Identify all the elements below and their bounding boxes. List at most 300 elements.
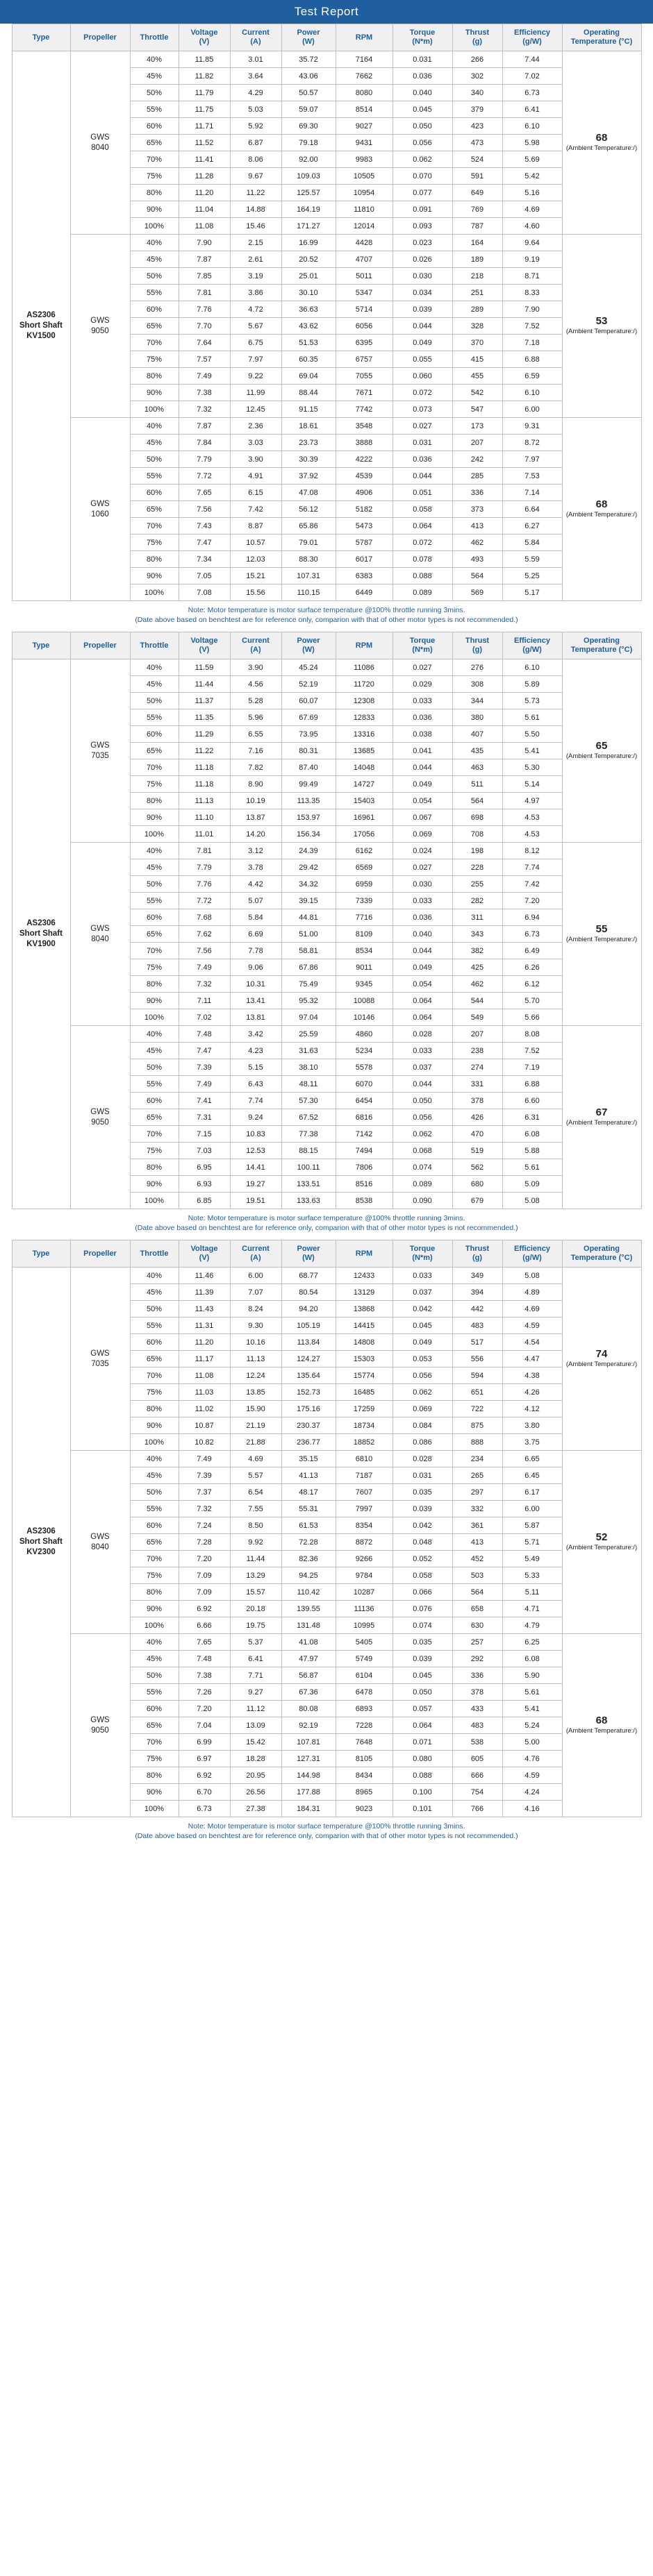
column-header-unit: (A)	[250, 1254, 261, 1262]
data-cell: 4.91	[230, 468, 281, 485]
data-cell: 6.66	[179, 1617, 230, 1634]
data-cell: 15.57	[230, 1584, 281, 1601]
data-cell: 3.64	[230, 68, 281, 85]
data-cell: 79.18	[281, 135, 336, 151]
data-cell: 16961	[336, 809, 392, 826]
data-cell: 67.69	[281, 709, 336, 726]
data-cell: 45%	[130, 859, 179, 876]
data-cell: 483	[452, 1318, 502, 1334]
data-cell: 0.034	[392, 285, 452, 301]
data-cell: 433	[452, 1701, 502, 1717]
data-cell: 177.88	[281, 1784, 336, 1801]
ambient-temperature-note: (Ambient Temperature:/)	[565, 144, 638, 152]
data-cell: 15.90	[230, 1401, 281, 1417]
data-cell: 11.20	[179, 1334, 230, 1351]
data-cell: 5.89	[502, 676, 562, 693]
data-cell: 15774	[336, 1367, 392, 1384]
data-cell: 70%	[130, 1367, 179, 1384]
column-header: Efficiency (g/W)	[502, 1240, 562, 1268]
data-cell: 0.029	[392, 676, 452, 693]
data-cell: 2.36	[230, 418, 281, 435]
data-cell: 0.054	[392, 793, 452, 809]
data-cell: 7.56	[179, 501, 230, 518]
data-cell: 8.24	[230, 1301, 281, 1318]
data-cell: 0.028	[392, 1026, 452, 1043]
data-cell: 7.52	[502, 318, 562, 335]
data-cell: 0.033	[392, 1268, 452, 1284]
data-cell: 7.14	[502, 485, 562, 501]
data-cell: 0.045	[392, 101, 452, 118]
data-cell: 7.76	[179, 301, 230, 318]
data-cell: 708	[452, 826, 502, 843]
data-cell: 7.49	[179, 959, 230, 976]
data-cell: 6.10	[502, 118, 562, 135]
data-cell: 7.64	[179, 335, 230, 351]
data-cell: 0.074	[392, 1617, 452, 1634]
data-cell: 18.61	[281, 418, 336, 435]
data-cell: 4.54	[502, 1334, 562, 1351]
data-cell: 90%	[130, 809, 179, 826]
data-cell: 11.44	[230, 1551, 281, 1567]
data-cell: 5.61	[502, 1684, 562, 1701]
data-cell: 7.87	[179, 418, 230, 435]
data-cell: 65%	[130, 1717, 179, 1734]
data-cell: 11.03	[179, 1384, 230, 1401]
data-cell: 4.69	[230, 1451, 281, 1467]
column-header-unit: Temperature (°C)	[570, 37, 633, 46]
data-cell: 394	[452, 1284, 502, 1301]
table-row	[12, 235, 641, 251]
data-cell: 11136	[336, 1601, 392, 1617]
data-cell: 8354	[336, 1517, 392, 1534]
data-cell: 3.03	[230, 435, 281, 451]
data-cell: 9.31	[502, 418, 562, 435]
data-cell: 6.54	[230, 1484, 281, 1501]
data-cell: 3.90	[230, 451, 281, 468]
data-cell: 7.15	[179, 1126, 230, 1143]
data-cell: 10146	[336, 1009, 392, 1026]
data-cell: 65%	[130, 926, 179, 943]
data-cell: 99.49	[281, 776, 336, 793]
data-cell: 9.27	[230, 1684, 281, 1701]
data-cell: 50%	[130, 693, 179, 709]
data-cell: 679	[452, 1193, 502, 1209]
data-cell: 4.16	[502, 1801, 562, 1817]
data-cell: 7.20	[502, 893, 562, 909]
data-cell: 7.42	[230, 501, 281, 518]
data-cell: 7.85	[179, 268, 230, 285]
data-cell: 0.090	[392, 1193, 452, 1209]
data-cell: 0.093	[392, 218, 452, 235]
data-cell: 9983	[336, 151, 392, 168]
data-cell: 0.026	[392, 251, 452, 268]
propeller-cell: GWS 7035	[70, 659, 130, 843]
data-cell: 90%	[130, 1176, 179, 1193]
data-cell: 10.83	[230, 1126, 281, 1143]
data-cell: 6.75	[230, 335, 281, 351]
data-cell: 18852	[336, 1434, 392, 1451]
data-cell: 5.71	[502, 1534, 562, 1551]
data-cell: 2.61	[230, 251, 281, 268]
data-cell: 302	[452, 68, 502, 85]
data-cell: 0.054	[392, 976, 452, 993]
data-cell: 6.69	[230, 926, 281, 943]
data-cell: 45%	[130, 1043, 179, 1059]
data-cell: 15403	[336, 793, 392, 809]
data-cell: 564	[452, 568, 502, 584]
data-cell: 340	[452, 85, 502, 101]
data-cell: 462	[452, 976, 502, 993]
table-note-line2: (Date above based on benchtest are for reference only, comparion with that of other motor types is not recommended.)	[135, 616, 518, 624]
data-cell: 20.52	[281, 251, 336, 268]
data-cell: 0.037	[392, 1059, 452, 1076]
data-cell: 473	[452, 135, 502, 151]
data-cell: 5.73	[502, 693, 562, 709]
data-cell: 5011	[336, 268, 392, 285]
data-cell: 6.92	[179, 1601, 230, 1617]
data-cell: 88.15	[281, 1143, 336, 1159]
table-note: Note: Motor temperature is motor surface temperature @100% throttle running 3mins. (Date above based on benchtest are for reference only, comparion with that of other motor types is not recommended.)	[12, 601, 641, 632]
data-cell: 15.46	[230, 218, 281, 235]
data-cell: 6383	[336, 568, 392, 584]
data-cell: 658	[452, 1601, 502, 1617]
data-cell: 60%	[130, 485, 179, 501]
data-cell: 11.20	[179, 185, 230, 201]
data-cell: 40%	[130, 51, 179, 68]
data-cell: 556	[452, 1351, 502, 1367]
data-cell: 218	[452, 268, 502, 285]
data-cell: 72.28	[281, 1534, 336, 1551]
data-cell: 378	[452, 1684, 502, 1701]
data-cell: 493	[452, 551, 502, 568]
data-cell: 60%	[130, 909, 179, 926]
data-cell: 5.67	[230, 318, 281, 335]
data-cell: 6.10	[502, 385, 562, 401]
data-cell: 0.066	[392, 1584, 452, 1601]
data-cell: 100%	[130, 218, 179, 235]
data-cell: 0.049	[392, 776, 452, 793]
data-cell: 12.53	[230, 1143, 281, 1159]
data-cell: 13129	[336, 1284, 392, 1301]
data-cell: 97.04	[281, 1009, 336, 1026]
motor-type-cell: AS2306 Short Shaft KV2300	[12, 1268, 70, 1817]
data-cell: 769	[452, 201, 502, 218]
data-cell: 297	[452, 1484, 502, 1501]
data-cell: 73.95	[281, 726, 336, 743]
data-cell: 0.076	[392, 1601, 452, 1617]
data-cell: 7339	[336, 893, 392, 909]
report-block	[0, 24, 653, 632]
data-cell: 0.070	[392, 168, 452, 185]
data-cell: 90%	[130, 1417, 179, 1434]
data-cell: 6.12	[502, 976, 562, 993]
data-cell: 11.22	[230, 185, 281, 201]
data-cell: 94.20	[281, 1301, 336, 1318]
data-cell: 7806	[336, 1159, 392, 1176]
data-cell: 6454	[336, 1093, 392, 1109]
ambient-temperature-note: (Ambient Temperature:/)	[565, 511, 638, 519]
data-cell: 0.057	[392, 1701, 452, 1717]
data-cell: 0.039	[392, 301, 452, 318]
data-cell: 5.57	[230, 1467, 281, 1484]
data-cell: 0.035	[392, 1484, 452, 1501]
data-cell: 0.042	[392, 1301, 452, 1318]
data-cell: 40%	[130, 843, 179, 859]
data-cell: 5787	[336, 534, 392, 551]
data-cell: 0.036	[392, 909, 452, 926]
data-cell: 6056	[336, 318, 392, 335]
data-cell: 5.49	[502, 1551, 562, 1567]
data-cell: 107.31	[281, 568, 336, 584]
data-cell: 5.30	[502, 759, 562, 776]
data-cell: 13.87	[230, 809, 281, 826]
data-cell: 3.78	[230, 859, 281, 876]
data-cell: 13.29	[230, 1567, 281, 1584]
data-cell: 6.60	[502, 1093, 562, 1109]
data-cell: 9345	[336, 976, 392, 993]
data-cell: 43.62	[281, 318, 336, 335]
data-cell: 228	[452, 859, 502, 876]
data-cell: 6.88	[502, 351, 562, 368]
data-cell: 0.027	[392, 859, 452, 876]
data-cell: 0.073	[392, 401, 452, 418]
data-cell: 0.048	[392, 1534, 452, 1551]
data-cell: 380	[452, 709, 502, 726]
table-header-row	[12, 1240, 641, 1268]
data-cell: 7.38	[179, 1667, 230, 1684]
data-cell: 0.049	[392, 1334, 452, 1351]
data-cell: 11.82	[179, 68, 230, 85]
data-cell: 11.85	[179, 51, 230, 68]
temperature-value: 52	[595, 1531, 608, 1543]
data-cell: 48.17	[281, 1484, 336, 1501]
data-cell: 0.091	[392, 201, 452, 218]
ambient-temperature-note: (Ambient Temperature:/)	[565, 1361, 638, 1368]
data-cell: 45%	[130, 1284, 179, 1301]
data-cell: 630	[452, 1617, 502, 1634]
data-cell: 24.39	[281, 843, 336, 859]
data-cell: 12833	[336, 709, 392, 726]
data-cell: 7.81	[179, 843, 230, 859]
data-cell: 7.48	[179, 1026, 230, 1043]
data-cell: 5.50	[502, 726, 562, 743]
data-cell: 0.064	[392, 518, 452, 534]
data-cell: 0.030	[392, 268, 452, 285]
data-cell: 569	[452, 584, 502, 601]
data-cell: 11086	[336, 659, 392, 676]
data-cell: 13.09	[230, 1717, 281, 1734]
data-cell: 6.15	[230, 485, 281, 501]
data-cell: 6.65	[502, 1451, 562, 1467]
data-cell: 9.64	[502, 235, 562, 251]
data-cell: 0.072	[392, 534, 452, 551]
data-cell: 152.73	[281, 1384, 336, 1401]
data-cell: 7.90	[179, 235, 230, 251]
data-cell: 100%	[130, 1617, 179, 1634]
data-cell: 3.19	[230, 268, 281, 285]
column-header-unit: (V)	[199, 37, 210, 46]
data-cell: 9784	[336, 1567, 392, 1584]
data-cell: 7187	[336, 1467, 392, 1484]
data-cell: 0.037	[392, 1284, 452, 1301]
data-cell: 0.033	[392, 893, 452, 909]
data-cell: 6070	[336, 1076, 392, 1093]
data-cell: 4.56	[230, 676, 281, 693]
test-data-table	[12, 24, 642, 601]
data-cell: 13316	[336, 726, 392, 743]
data-cell: 135.64	[281, 1367, 336, 1384]
data-cell: 11.04	[179, 201, 230, 218]
data-cell: 11.39	[179, 1284, 230, 1301]
data-cell: 40%	[130, 1026, 179, 1043]
data-cell: 0.036	[392, 709, 452, 726]
data-cell: 50%	[130, 1059, 179, 1076]
data-cell: 7.43	[179, 518, 230, 534]
data-cell: 9431	[336, 135, 392, 151]
data-cell: 6478	[336, 1684, 392, 1701]
data-cell: 0.044	[392, 468, 452, 485]
data-cell: 8.08	[502, 1026, 562, 1043]
data-cell: 0.072	[392, 385, 452, 401]
data-cell: 5405	[336, 1634, 392, 1651]
data-cell: 3.01	[230, 51, 281, 68]
data-cell: 373	[452, 501, 502, 518]
data-cell: 11.59	[179, 659, 230, 676]
column-header: Torque (N*m)	[392, 1240, 452, 1268]
data-cell: 524	[452, 151, 502, 168]
data-cell: 105.19	[281, 1318, 336, 1334]
data-cell: 11.29	[179, 726, 230, 743]
column-header: RPM	[336, 632, 392, 659]
column-header-unit: (g/W)	[522, 646, 542, 654]
report-block	[0, 1240, 653, 1848]
data-cell: 55.31	[281, 1501, 336, 1517]
data-cell: 332	[452, 1501, 502, 1517]
data-cell: 48.11	[281, 1076, 336, 1093]
data-cell: 14808	[336, 1334, 392, 1351]
propeller-cell: GWS 7035	[70, 1268, 130, 1451]
temperature-value: 68	[595, 498, 608, 510]
data-cell: 164	[452, 235, 502, 251]
data-cell: 11.13	[179, 793, 230, 809]
column-header-unit: (A)	[250, 646, 261, 654]
data-cell: 349	[452, 1268, 502, 1284]
table-row	[12, 418, 641, 435]
column-header: Type	[12, 632, 70, 659]
data-cell: 8514	[336, 101, 392, 118]
data-cell: 70%	[130, 151, 179, 168]
data-cell: 40%	[130, 418, 179, 435]
propeller-cell: GWS 9050	[70, 1026, 130, 1209]
data-cell: 452	[452, 1551, 502, 1567]
data-cell: 75%	[130, 1384, 179, 1401]
data-cell: 594	[452, 1367, 502, 1384]
data-cell: 511	[452, 776, 502, 793]
column-header: Efficiency (g/W)	[502, 24, 562, 51]
data-cell: 18734	[336, 1417, 392, 1434]
data-cell: 7.47	[179, 1043, 230, 1059]
data-cell: 125.57	[281, 185, 336, 201]
data-cell: 0.078	[392, 551, 452, 568]
data-cell: 44.81	[281, 909, 336, 926]
data-cell: 0.023	[392, 235, 452, 251]
temperature-value: 55	[595, 923, 608, 935]
data-cell: 6.87	[230, 135, 281, 151]
data-cell: 75%	[130, 351, 179, 368]
data-cell: 4860	[336, 1026, 392, 1043]
data-cell: 6.85	[179, 1193, 230, 1209]
operating-temperature-cell	[562, 418, 641, 601]
data-cell: 50%	[130, 268, 179, 285]
data-cell: 0.064	[392, 1009, 452, 1026]
data-cell: 308	[452, 676, 502, 693]
data-cell: 7.04	[179, 1717, 230, 1734]
data-cell: 7.84	[179, 435, 230, 451]
data-cell: 7.11	[179, 993, 230, 1009]
motor-type-cell: AS2306 Short Shaft KV1500	[12, 51, 70, 601]
data-cell: 110.15	[281, 584, 336, 601]
data-cell: 4.69	[502, 201, 562, 218]
data-cell: 7.07	[230, 1284, 281, 1301]
data-cell: 10.57	[230, 534, 281, 551]
data-cell: 4.76	[502, 1751, 562, 1767]
data-cell: 0.062	[392, 1126, 452, 1143]
data-cell: 6.94	[502, 909, 562, 926]
data-cell: 144.98	[281, 1767, 336, 1784]
data-cell: 175.16	[281, 1401, 336, 1417]
data-cell: 14.41	[230, 1159, 281, 1176]
data-cell: 88.30	[281, 551, 336, 568]
data-cell: 9023	[336, 1801, 392, 1817]
data-cell: 47.97	[281, 1651, 336, 1667]
data-cell: 79.01	[281, 534, 336, 551]
data-cell: 3888	[336, 435, 392, 451]
data-cell: 12.45	[230, 401, 281, 418]
data-cell: 5.11	[502, 1584, 562, 1601]
data-cell: 6.00	[502, 401, 562, 418]
data-cell: 9.19	[502, 251, 562, 268]
data-cell: 8534	[336, 943, 392, 959]
data-cell: 60%	[130, 726, 179, 743]
data-cell: 3548	[336, 418, 392, 435]
data-cell: 95.32	[281, 993, 336, 1009]
data-cell: 5.00	[502, 1734, 562, 1751]
data-cell: 75%	[130, 1143, 179, 1159]
data-cell: 100%	[130, 826, 179, 843]
data-cell: 11.79	[179, 85, 230, 101]
data-cell: 38.10	[281, 1059, 336, 1076]
data-cell: 14.88	[230, 201, 281, 218]
data-cell: 21.88	[230, 1434, 281, 1451]
data-cell: 0.038	[392, 726, 452, 743]
data-cell: 75%	[130, 168, 179, 185]
data-cell: 4.69	[502, 1301, 562, 1318]
column-header-unit: (W)	[302, 37, 315, 46]
data-cell: 45%	[130, 68, 179, 85]
data-cell: 20.18	[230, 1601, 281, 1617]
data-cell: 110.42	[281, 1584, 336, 1601]
data-cell: 6395	[336, 335, 392, 351]
data-cell: 4.60	[502, 218, 562, 235]
data-cell: 45%	[130, 1651, 179, 1667]
data-cell: 5.41	[502, 743, 562, 759]
data-cell: 7.41	[179, 1093, 230, 1109]
data-cell: 0.049	[392, 959, 452, 976]
data-cell: 45.24	[281, 659, 336, 676]
operating-temperature-cell	[562, 235, 641, 418]
data-cell: 754	[452, 1784, 502, 1801]
data-cell: 6959	[336, 876, 392, 893]
